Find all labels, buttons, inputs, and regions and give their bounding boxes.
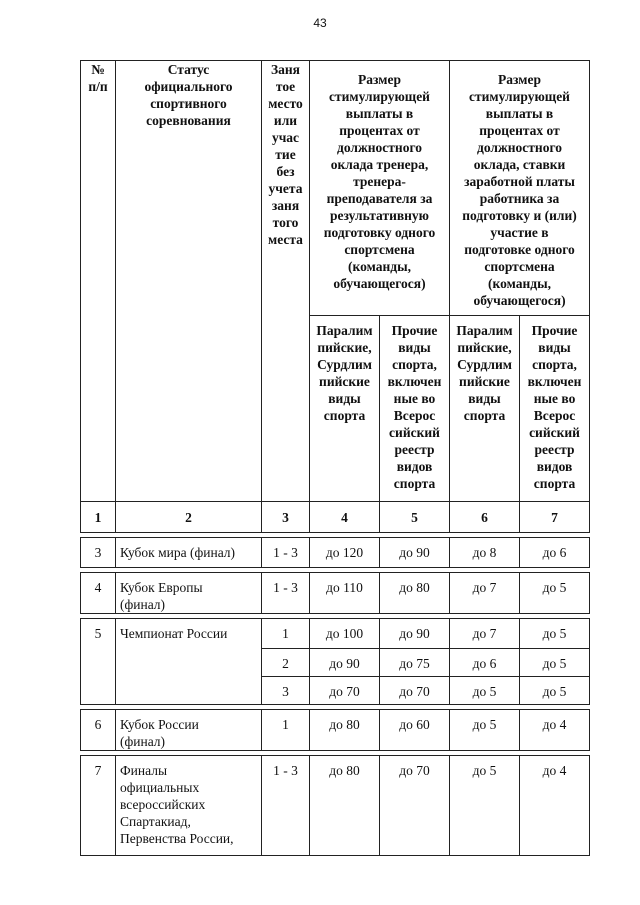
column-number: 2 <box>116 502 262 533</box>
coach-other-value: до 90 <box>380 619 450 649</box>
header-worker-payment: Размер стимулирующей выплаты в процентах от должностного оклада, ставки заработной платы работника за подготовку и (или) участие в подготовке одного спортсмена (команды, обучающегося) <box>450 61 590 316</box>
column-number: 3 <box>262 502 310 533</box>
worker-paralympic-value: до 8 <box>450 538 520 568</box>
table-row <box>81 710 590 751</box>
competition-status: Кубок мира (финал) <box>116 538 262 568</box>
worker-other-value: до 5 <box>520 619 590 649</box>
worker-paralympic-value: до 5 <box>450 756 520 856</box>
worker-paralympic-value: до 5 <box>450 710 520 751</box>
place-cell: 1 <box>262 710 310 751</box>
worker-paralympic-value: до 6 <box>450 649 520 677</box>
competition-status: Кубок Европы (финал) <box>116 573 262 614</box>
table-row <box>81 573 590 614</box>
column-number: 1 <box>81 502 116 533</box>
place-cell: 1 - 3 <box>262 538 310 568</box>
coach-paralympic-value: до 120 <box>310 538 380 568</box>
header-row <box>81 61 590 316</box>
column-number: 6 <box>450 502 520 533</box>
column-number: 5 <box>380 502 450 533</box>
worker-other-value: до 5 <box>520 677 590 705</box>
worker-other-value: до 5 <box>520 649 590 677</box>
worker-paralympic-value: до 7 <box>450 573 520 614</box>
table-row <box>81 756 590 856</box>
row-number: 5 <box>81 619 116 705</box>
coach-paralympic-value: до 80 <box>310 756 380 856</box>
coach-paralympic-value: до 80 <box>310 710 380 751</box>
coach-paralympic-value: до 100 <box>310 619 380 649</box>
coach-other-value: до 60 <box>380 710 450 751</box>
table-row <box>81 538 590 568</box>
table-row <box>81 619 590 649</box>
row-number: 4 <box>81 573 116 614</box>
place-cell: 1 - 3 <box>262 756 310 856</box>
place-cell: 1 - 3 <box>262 573 310 614</box>
coach-paralympic-value: до 90 <box>310 649 380 677</box>
worker-other-value: до 6 <box>520 538 590 568</box>
place-cell: 2 <box>262 649 310 677</box>
stimulus-payment-table <box>80 60 590 856</box>
header-status: Статус официального спортивного соревнования <box>116 61 262 502</box>
header-paralympic-1: Паралим пийские, Сурдлим пийские виды спорта <box>310 316 380 502</box>
header-paralympic-2: Паралим пийские, Сурдлим пийские виды спорта <box>450 316 520 502</box>
coach-paralympic-value: до 70 <box>310 677 380 705</box>
worker-other-value: до 4 <box>520 756 590 856</box>
header-other-sports-2: Прочие виды спорта, включен ные во Всерос сийский реестр видов спорта <box>520 316 590 502</box>
page-number: 43 <box>313 16 327 30</box>
header-number: № п/п <box>81 61 116 502</box>
worker-paralympic-value: до 7 <box>450 619 520 649</box>
worker-other-value: до 4 <box>520 710 590 751</box>
column-numbers-row <box>81 502 590 533</box>
coach-other-value: до 90 <box>380 538 450 568</box>
worker-paralympic-value: до 5 <box>450 677 520 705</box>
place-cell: 1 <box>262 619 310 649</box>
row-number: 6 <box>81 710 116 751</box>
coach-other-value: до 70 <box>380 756 450 856</box>
coach-other-value: до 80 <box>380 573 450 614</box>
header-place: Заня тое место или учас тие без учета заня того места <box>262 61 310 502</box>
competition-status: Кубок России (финал) <box>116 710 262 751</box>
coach-other-value: до 75 <box>380 649 450 677</box>
worker-other-value: до 5 <box>520 573 590 614</box>
coach-paralympic-value: до 110 <box>310 573 380 614</box>
coach-other-value: до 70 <box>380 677 450 705</box>
row-number: 7 <box>81 756 116 856</box>
competition-status: Финалы официальных всероссийских Спартакиад, Первенства России, <box>116 756 262 856</box>
column-number: 4 <box>310 502 380 533</box>
row-number: 3 <box>81 538 116 568</box>
place-cell: 3 <box>262 677 310 705</box>
column-number: 7 <box>520 502 590 533</box>
header-other-sports-1: Прочие виды спорта, включен ные во Всерос сийский реестр видов спорта <box>380 316 450 502</box>
competition-status: Чемпионат России <box>116 619 262 705</box>
header-coach-payment: Размер стимулирующей выплаты в процентах от должностного оклада тренера, тренера- преподавателя за результативную подготовку одного спортсмена (команды, обучающегося) <box>310 61 450 316</box>
